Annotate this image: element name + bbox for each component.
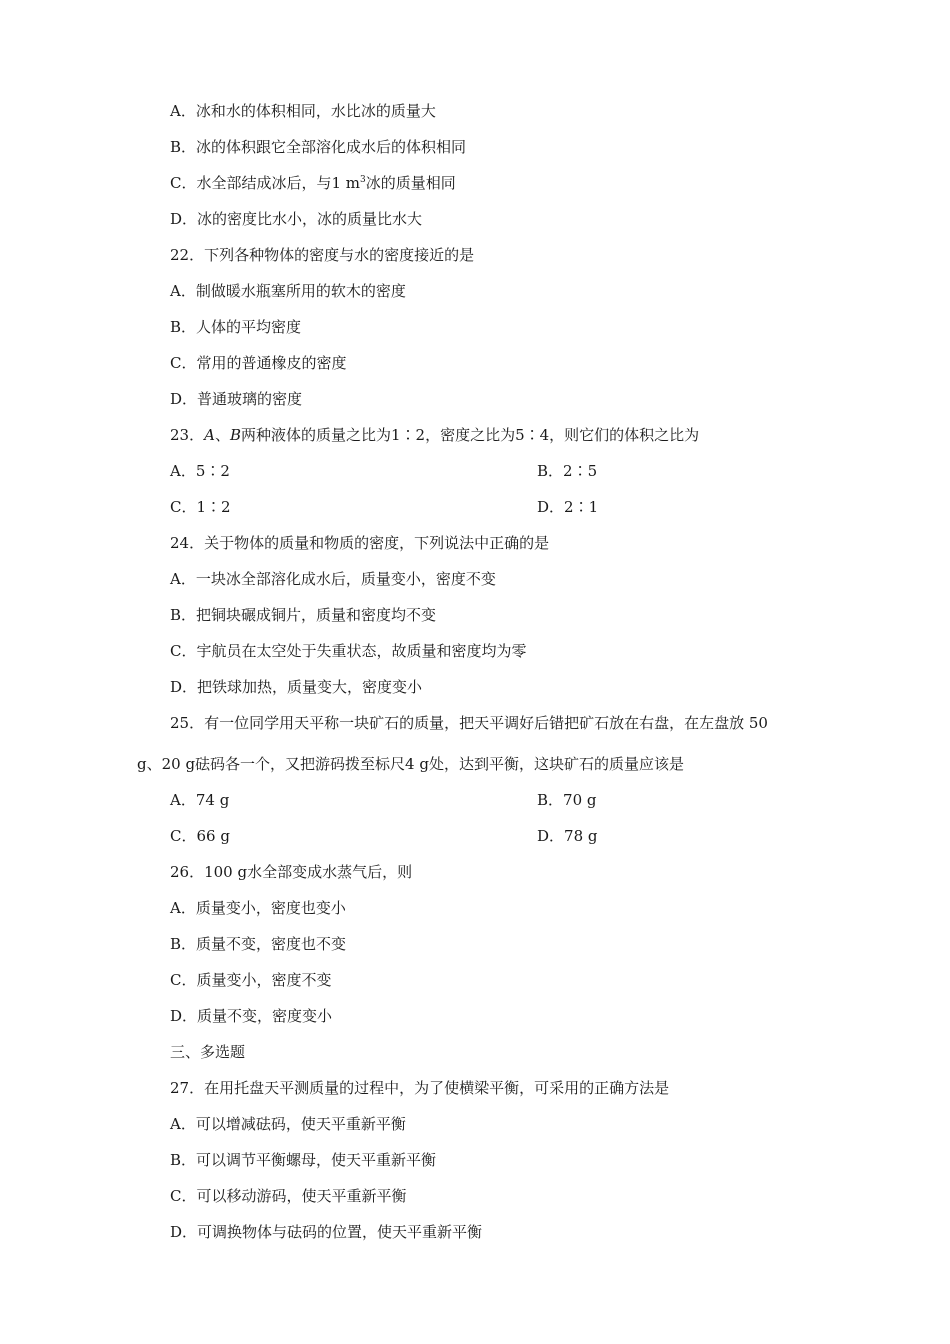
q22-option-d: D．普通玻璃的密度 [170,390,303,408]
q27-option-b: B．可以调节平衡螺母，使天平重新平衡 [170,1151,437,1169]
q23-var-b: B [229,426,241,444]
q26-stem: 26．100 g水全部变成水蒸气后，则 [170,863,413,881]
q21-option-c [170,173,456,193]
q22-option-c: C．常用的普通橡皮的密度 [170,354,347,372]
q24-option-d: D．把铁球加热，质量变大，密度变小 [170,678,423,696]
q27-option-c: C．可以移动游码，使天平重新平衡 [170,1187,407,1205]
q24-option-c: C．宇航员在太空处于失重状态，故质量和密度均为零 [170,642,527,660]
q25-option-d: D．78 g [537,827,598,845]
q21-option-c-superscript: 3 [360,175,366,185]
q25-stem-line2: g、20 g砝码各一个，又把游码拨至标尺4 g处，达到平衡，这块矿石的质量应该是 [137,755,684,773]
q23-var-a: A [204,426,215,444]
q23-number: 23． [170,426,205,444]
q23-stem [170,425,699,445]
q22-option-a: A．制做暖水瓶塞所用的软木的密度 [170,282,406,300]
q23-option-b: B．2∶5 [537,462,598,480]
q23-option-a: A．5∶2 [170,462,230,480]
q27-option-a: A．可以增减砝码，使天平重新平衡 [170,1115,406,1133]
q23-option-d: D．2∶1 [537,498,599,516]
q26-option-c: C．质量变小，密度不变 [170,971,332,989]
q23-stem-rest: 两种液体的质量之比为1∶2，密度之比为5∶4，则它们的体积之比为 [240,426,700,444]
q26-option-d: D．质量不变，密度变小 [170,1007,333,1025]
q21-option-c-text: C．水全部结成冰后，与1 m [170,174,361,192]
q21-option-d: D．冰的密度比水小，冰的质量比水大 [170,210,423,228]
q22-option-b: B．人体的平均密度 [170,318,302,336]
section-heading-multiple-choice: 三、多选题 [170,1043,246,1061]
q21-option-b: B．冰的体积跟它全部溶化成水后的体积相同 [170,138,467,156]
q21-option-c-tail: 冰的质量相同 [365,174,456,192]
q26-option-b: B．质量不变，密度也不变 [170,935,347,953]
q25-option-c: C．66 g [170,827,230,845]
q25-stem-line1: 25．有一位同学用天平称一块矿石的质量，把天平调好后错把矿石放在右盘，在左盘放 50 [170,714,768,732]
q25-option-a: A．74 g [170,791,230,809]
q26-option-a: A．质量变小，密度也变小 [170,899,346,917]
q27-option-d: D．可调换物体与砝码的位置，使天平重新平衡 [170,1223,483,1241]
q25-option-b: B．70 g [537,791,597,809]
q27-stem: 27．在用托盘天平测质量的过程中，为了使横梁平衡，可采用的正确方法是 [170,1079,670,1097]
q23-separator: 、 [214,426,230,444]
q22-stem: 22．下列各种物体的密度与水的密度接近的是 [170,246,475,264]
q23-option-c: C．1∶2 [170,498,231,516]
q21-option-a: A．冰和水的体积相同，水比冰的质量大 [170,102,436,120]
q24-stem: 24．关于物体的质量和物质的密度，下列说法中正确的是 [170,534,550,552]
q24-option-b: B．把铜块碾成铜片，质量和密度均不变 [170,606,437,624]
q24-option-a: A．一块冰全部溶化成水后，质量变小，密度不变 [170,570,496,588]
